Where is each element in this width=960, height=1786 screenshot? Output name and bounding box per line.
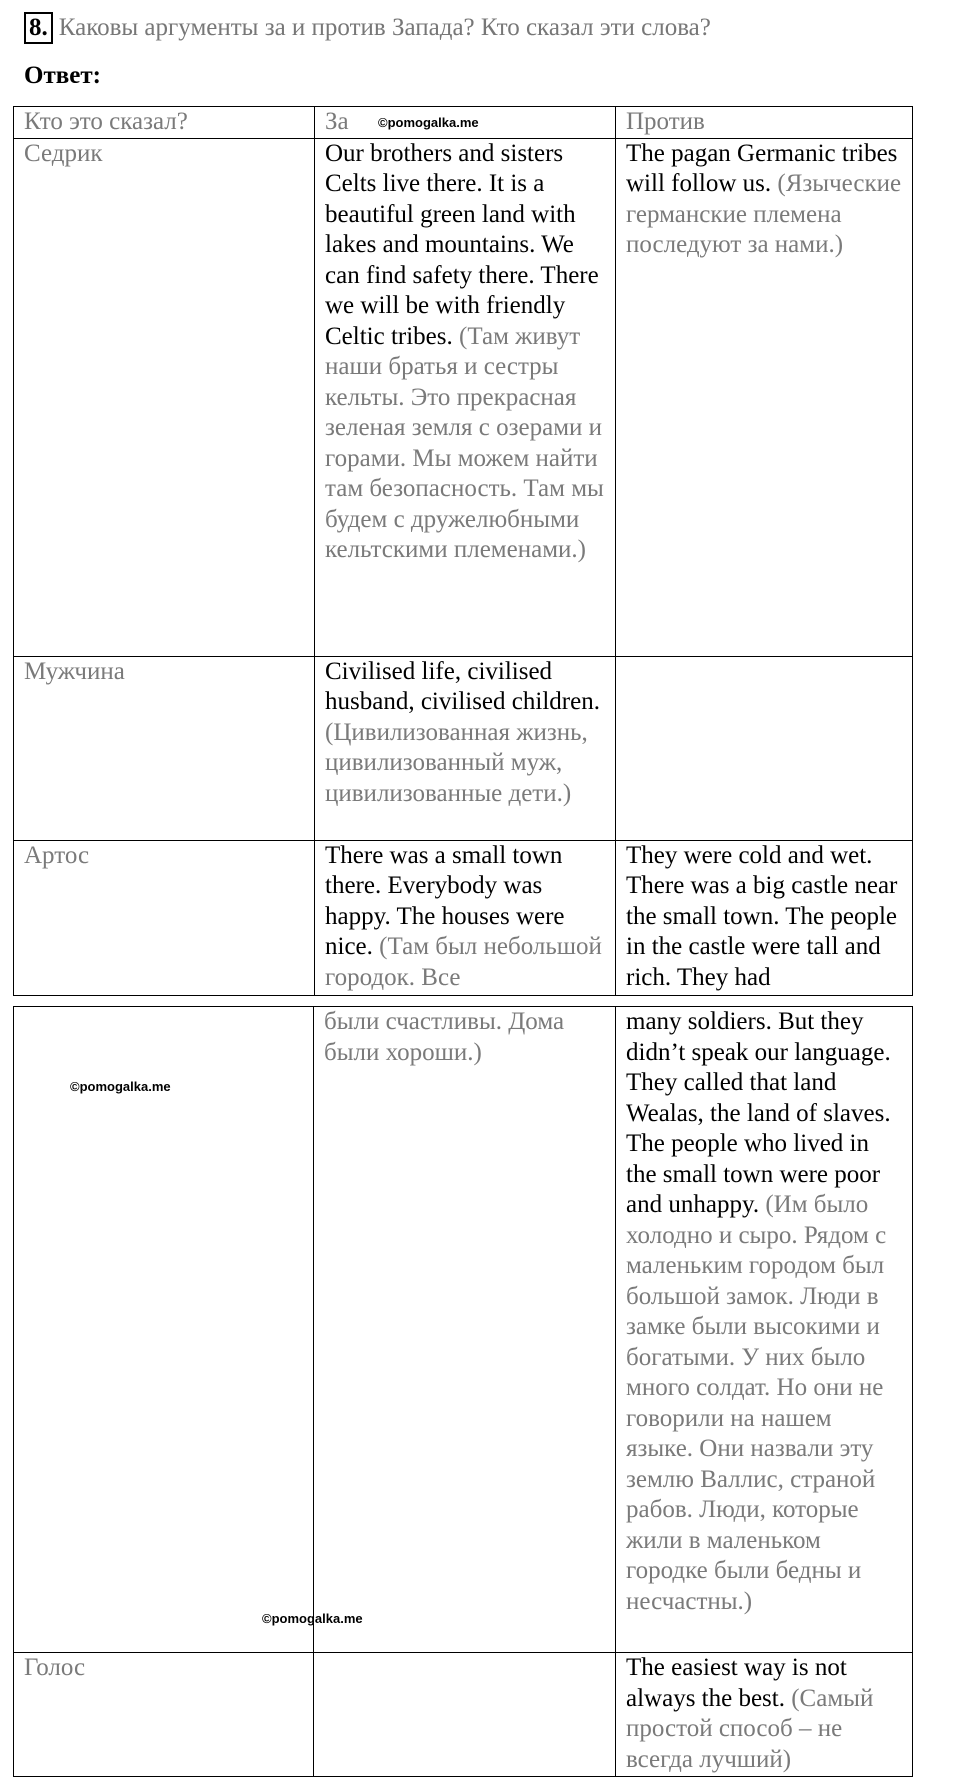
against-cell [616, 840, 913, 995]
table-row [14, 1653, 913, 1777]
answer-table-part1 [13, 106, 913, 996]
for-cell [315, 138, 616, 656]
watermark: ©pomogalka.me [70, 1079, 171, 1094]
question [24, 12, 711, 44]
header-against: Против [616, 107, 913, 139]
watermark: ©pomogalka.me [378, 115, 479, 130]
for-cell [315, 656, 616, 840]
question-text: Каковы аргументы за и против Запада? Кто сказал эти слова? [58, 14, 711, 41]
for-ru-text: (Цивилизованная жизнь, цивилизованный муж, цивилизованные дети.) [325, 718, 588, 807]
against-en-text: many soldiers. But they didn’t speak our language. They called that land Wealas, the land of slaves. The people who lived in the small town were poor and unhappy. [626, 1008, 891, 1218]
against-ru-text: (Самый простой способ – не всегда лучший) [626, 1684, 874, 1773]
answer-label: Ответ: [24, 62, 101, 89]
header-who: Кто это сказал? [14, 107, 315, 139]
speaker-cell: Мужчина [14, 656, 315, 840]
for-ru-text: (Там был небольшой городок. Все [325, 933, 602, 991]
against-ru-text: (Им было холодно и сыро. Рядом с маленьким городом был большой замок. Люди в замке были высокими и богатыми. У них было много солдат. Но они не говорили на нашем языке. Они назвали эту землю Валлис, страной рабов. Люди, которые жили в маленьком городке были бедны и несчастны.) [626, 1191, 887, 1615]
against-cell [616, 656, 913, 840]
against-cell [616, 138, 913, 656]
question-number: 8. [24, 12, 53, 44]
answer-table-part2 [13, 1006, 913, 1777]
watermark: ©pomogalka.me [262, 1611, 363, 1626]
against-en-text: They were cold and wet. There was a big castle near the small town. The people in the castle were tall and rich. They had [626, 841, 898, 991]
for-ru-text: (Там живут наши братья и сестры кельты. Это прекрасная зеленая земля с озерами и горами. Мы можем найти там безопасность. Там мы будем с дружелюбными кельтскими племенами.) [325, 322, 604, 563]
table-row [14, 840, 913, 995]
against-en-text: The pagan Germanic tribes will follow us. [626, 139, 898, 197]
for-en-text: Civilised life, civilised husband, civilised children. [325, 657, 600, 715]
against-en-text: The easiest way is not always the best. [626, 1654, 847, 1712]
speaker-cell [14, 1007, 314, 1653]
header-for-label: За [325, 108, 349, 135]
against-cell [616, 1007, 913, 1653]
for-en-text: There was a small town there. Everybody was happy. The houses were nice. [325, 841, 565, 960]
for-en-text: Our brothers and sisters Celts live there. It is a beautiful green land with lakes and mountains. We can find safety there. There we will be with friendly Celtic tribes. [325, 139, 599, 350]
speaker-cell: Артос [14, 840, 315, 995]
table-row [14, 656, 913, 840]
speaker-cell: Голос [14, 1653, 314, 1777]
table-row [14, 1007, 913, 1653]
for-cell [315, 840, 616, 995]
for-cell [314, 1007, 616, 1653]
for-ru-text: были счастливы. Дома были хороши.) [324, 1008, 565, 1066]
against-ru-text: (Языческие германские племена последуют за нами.) [626, 170, 902, 258]
for-cell [314, 1653, 616, 1777]
against-cell [616, 1653, 913, 1777]
speaker-cell: Седрик [14, 138, 315, 656]
table-row [14, 138, 913, 656]
